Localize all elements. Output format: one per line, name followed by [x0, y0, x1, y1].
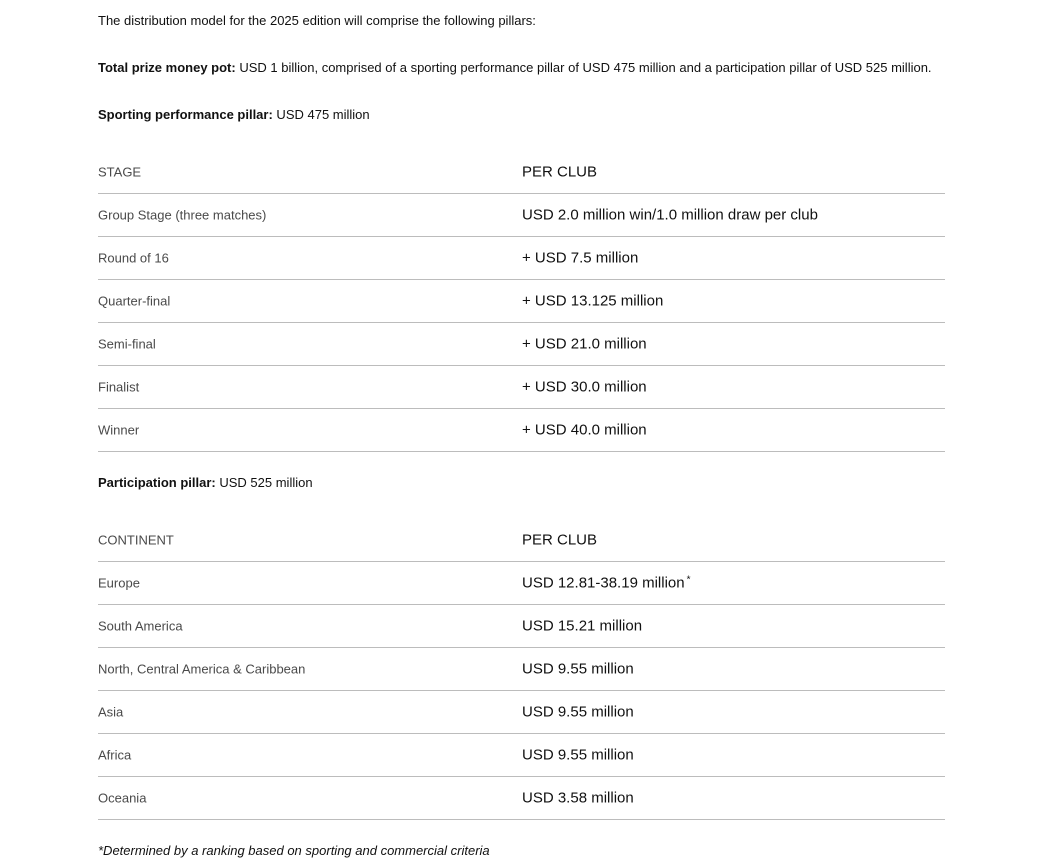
- sporting-table: [98, 150, 945, 452]
- stage-cell: Semi-final: [98, 336, 156, 352]
- amount-cell: USD 9.55 million: [522, 703, 634, 721]
- amount-cell: + USD 13.125 million: [522, 292, 664, 310]
- total-prize-paragraph: [98, 60, 932, 76]
- amount-cell: + USD 40.0 million: [522, 421, 647, 439]
- continent-cell: Oceania: [98, 790, 147, 806]
- header-per-club: PER CLUB: [522, 163, 598, 180]
- amount-cell: USD 15.21 million: [522, 617, 643, 635]
- table-header-row: [98, 518, 945, 562]
- sporting-pillar-label: Sporting performance pillar:: [98, 107, 273, 122]
- continent-cell: Africa: [98, 747, 132, 763]
- table-row: [98, 366, 945, 409]
- footnote: *Determined by a ranking based on sporting and commercial criteria: [98, 843, 490, 858]
- table-row: [98, 323, 945, 366]
- total-prize-text: USD 1 billion, comprised of a sporting performance pillar of USD 475 million and a participation pillar of USD 525 million.: [235, 60, 932, 75]
- amount-cell: USD 9.55 million: [522, 660, 634, 678]
- table-row: [98, 734, 945, 777]
- continent-cell: Europe: [98, 575, 140, 591]
- stage-cell: Winner: [98, 422, 140, 438]
- table-row: [98, 605, 945, 648]
- stage-cell: Quarter-final: [98, 293, 171, 309]
- table-row: [98, 280, 945, 323]
- stage-cell: Group Stage (three matches): [98, 207, 267, 223]
- amount-cell: [522, 575, 691, 592]
- header-per-club: PER CLUB: [522, 531, 598, 548]
- total-prize-label: Total prize money pot:: [98, 60, 236, 75]
- intro-paragraph: The distribution model for the 2025 edition will comprise the following pillars:: [98, 13, 536, 28]
- stage-cell: Round of 16: [98, 250, 169, 266]
- table-header-row: [98, 150, 945, 194]
- table-row: [98, 562, 945, 605]
- table-row: [98, 409, 945, 452]
- table-row: [98, 691, 945, 734]
- footnote-marker: *: [686, 574, 691, 586]
- sporting-pillar-paragraph: [98, 107, 370, 123]
- participation-pillar-paragraph: [98, 475, 313, 491]
- continent-cell: Asia: [98, 704, 124, 720]
- amount-cell: + USD 30.0 million: [522, 378, 647, 396]
- participation-pillar-label: Participation pillar:: [98, 475, 216, 490]
- amount-cell: USD 9.55 million: [522, 746, 634, 764]
- table-row: [98, 648, 945, 691]
- amount-text: USD 12.81-38.19 million: [522, 574, 685, 592]
- amount-cell: USD 3.58 million: [522, 789, 634, 807]
- table-row: [98, 194, 945, 237]
- amount-cell: + USD 7.5 million: [522, 249, 639, 267]
- table-row: [98, 237, 945, 280]
- table-row: [98, 777, 945, 820]
- header-continent: CONTINENT: [98, 532, 174, 547]
- continent-cell: North, Central America & Caribbean: [98, 661, 306, 677]
- participation-pillar-text: USD 525 million: [215, 475, 313, 490]
- amount-cell: + USD 21.0 million: [522, 335, 647, 353]
- header-stage: STAGE: [98, 164, 142, 179]
- continent-cell: South America: [98, 618, 183, 634]
- participation-table: [98, 518, 945, 820]
- sporting-pillar-text: USD 475 million: [272, 107, 370, 122]
- stage-cell: Finalist: [98, 379, 140, 395]
- amount-cell: USD 2.0 million win/1.0 million draw per club: [522, 206, 818, 224]
